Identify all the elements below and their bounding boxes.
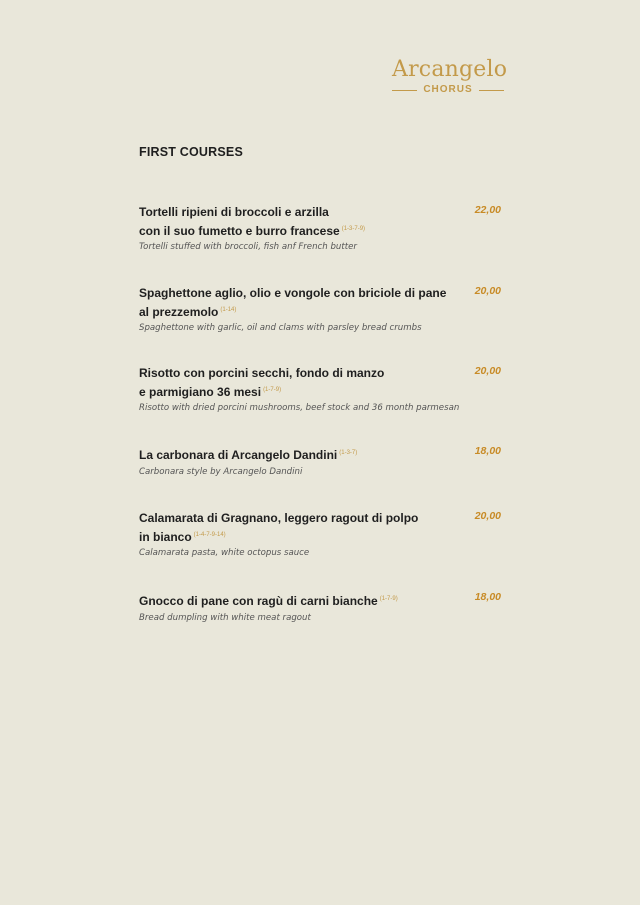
allergen-codes: (1-7-9) xyxy=(263,386,282,393)
dish-name-line: La carbonara di Arcangelo Dandini xyxy=(139,448,338,462)
dish-description: Spaghettone with garlic, oil and clams with parsley bread crumbs xyxy=(139,323,422,333)
dish-price: 20,00 xyxy=(474,510,501,522)
allergen-codes: (1-14) xyxy=(220,306,237,313)
allergen-codes: (1-3-7-9) xyxy=(341,225,366,232)
dish-name-line: in bianco xyxy=(139,529,192,544)
dish-name-line: Tortelli ripieni di broccoli e arzilla xyxy=(139,205,329,219)
dish-price: 22,00 xyxy=(474,204,501,216)
restaurant-logo xyxy=(392,56,508,96)
dish-name-line: Gnocco di pane con ragù di carni bianche xyxy=(139,594,378,608)
logo-name: Arcangelo xyxy=(392,57,508,82)
section-title: FIRST COURSES xyxy=(139,145,243,159)
menu-item xyxy=(139,204,504,254)
dish-name xyxy=(139,365,459,400)
allergen-codes: (1-7-9) xyxy=(379,596,398,602)
dish-name xyxy=(139,285,479,320)
dish-description: Carbonara style by Arcangelo Dandini xyxy=(139,466,303,477)
dish-price: 18,00 xyxy=(474,591,501,603)
dish-price: 20,00 xyxy=(474,365,501,377)
dish-price: 20,00 xyxy=(474,285,501,297)
dish-name-line: con il suo fumetto e burro francese xyxy=(139,223,340,238)
menu-item xyxy=(139,445,504,479)
menu-item xyxy=(139,285,504,335)
dish-name xyxy=(139,445,459,464)
menu-item xyxy=(139,510,504,560)
dish-name-line: Calamarata di Gragnano, leggero ragout di polpo xyxy=(139,511,419,525)
menu-item xyxy=(139,591,504,625)
dish-name xyxy=(139,591,459,610)
dish-name-line: Risotto con porcini secchi, fondo di manzo xyxy=(139,366,385,380)
allergen-codes: (1-4-7-9-14) xyxy=(193,531,226,538)
dish-description: Risotto with dried porcini mushrooms, beef stock and 36 month parmesan xyxy=(139,403,460,413)
dish-name xyxy=(139,510,459,545)
dish-description: Calamarata pasta, white octopus sauce xyxy=(139,548,310,558)
dish-description: Bread dumpling with white meat ragout xyxy=(139,612,311,623)
dish-price: 18,00 xyxy=(474,445,501,457)
dish-name-line: al prezzemolo xyxy=(139,304,219,319)
allergen-codes: (1-3-7) xyxy=(339,450,358,456)
dish-name xyxy=(139,204,459,239)
menu-item xyxy=(139,365,504,415)
logo-subtitle-row xyxy=(392,84,504,96)
logo-subtitle: CHORUS xyxy=(423,84,473,95)
dish-description: Tortelli stuffed with broccoli, fish anf French butter xyxy=(139,242,357,252)
dish-name-line: e parmigiano 36 mesi xyxy=(139,384,262,399)
logo-divider-left xyxy=(392,90,417,91)
dish-name-line: Spaghettone aglio, olio e vongole con briciole di pane xyxy=(139,286,447,300)
logo-divider-right xyxy=(479,90,504,91)
